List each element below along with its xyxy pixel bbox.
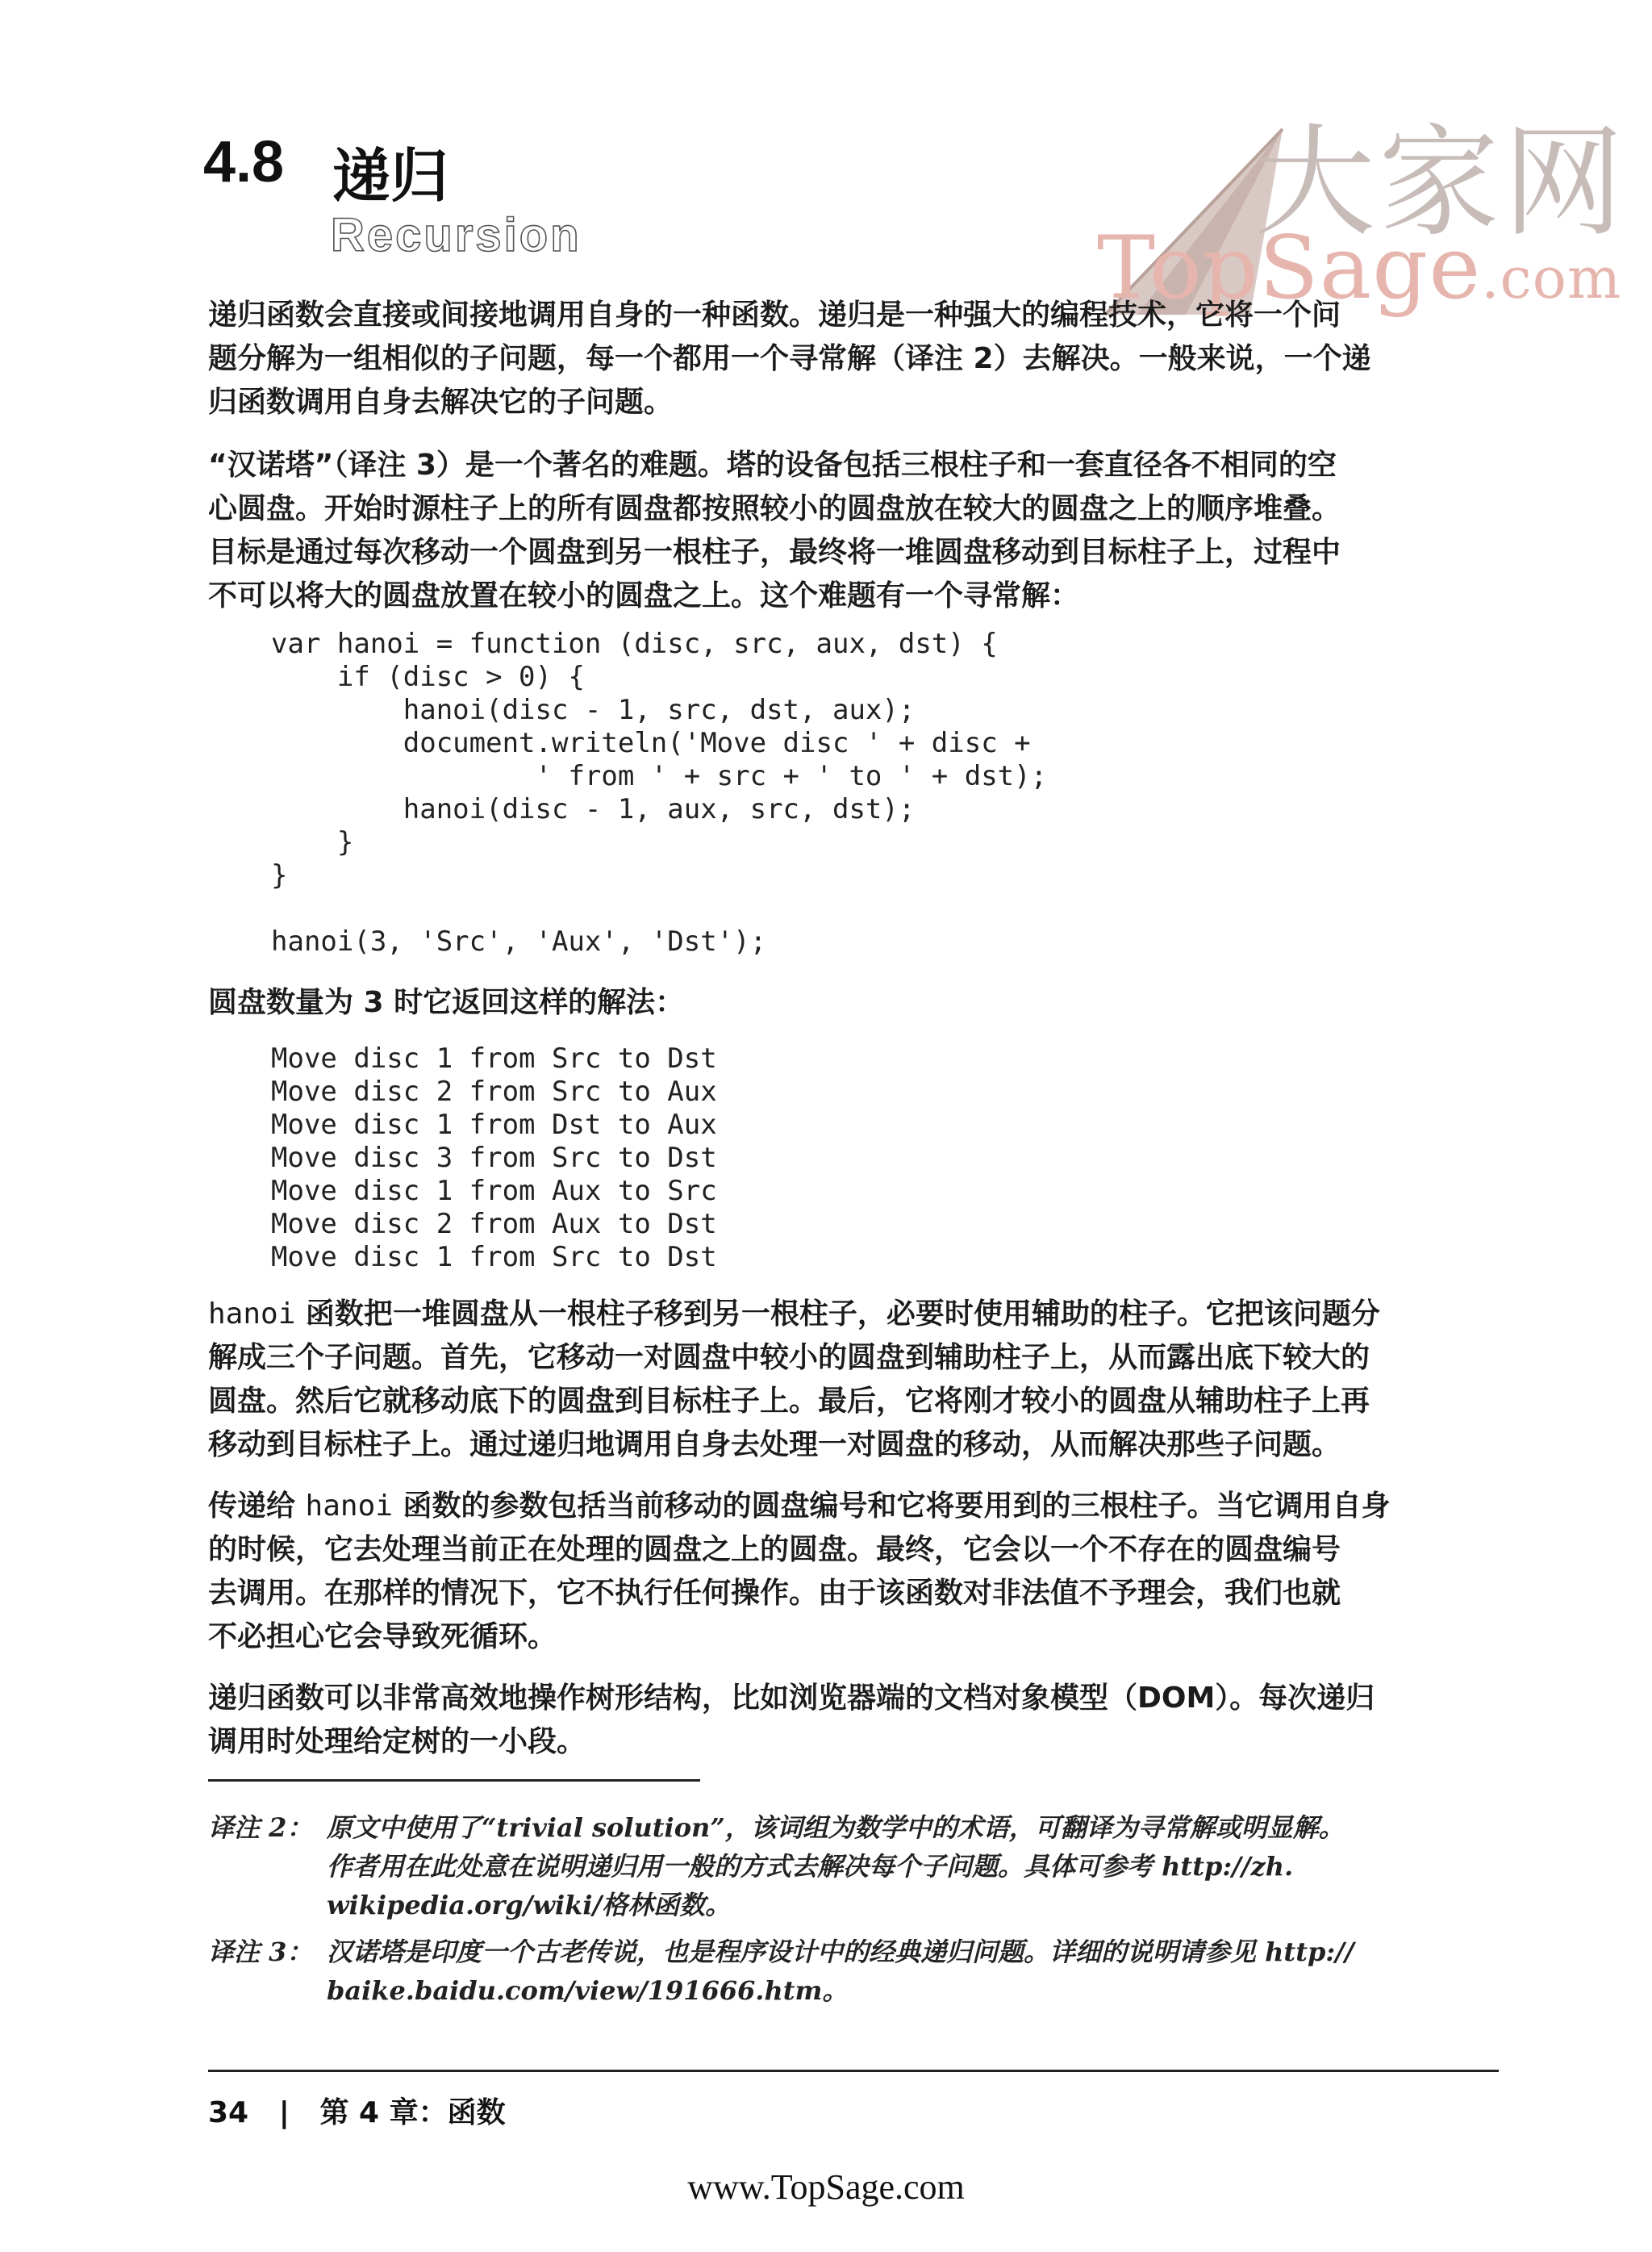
code-line: hanoi(disc - 1, aux, src, dst); [271,793,916,825]
output-line: Move disc 1 from Src to Dst [271,1042,717,1075]
paragraph-line: 题分解为一组相似的子问题，每一个都用一个寻常解（译注 2）去解决。一般来说，一个递 [208,342,1371,375]
footer-separator: | [278,2096,290,2129]
paragraph-line: 调用时处理给定树的一小段。 [208,1725,586,1758]
footnote-line: 原文中使用了“trivial solution”，该词组为数学中的术语，可翻译为寻常解或明显解。 [327,1812,1345,1843]
inline-code: hanoi [305,1489,393,1523]
paragraph-line: 不必担心它会导致死循环。 [208,1620,557,1653]
code-line: var hanoi = function (disc, src, aux, dst) { [271,628,998,660]
paragraph-line: 归函数调用自身去解决它的子问题。 [208,386,674,419]
bottom-url: www.TopSage.com [687,2167,965,2207]
paragraph-line: 的时候，它去处理当前正在处理的圆盘之上的圆盘。最终，它会以一个不存在的圆盘编号 [208,1533,1341,1566]
output-line: Move disc 2 from Aux to Dst [271,1208,717,1240]
footnote-line: 作者用在此处意在说明递归用一般的方式去解决每个子问题。具体可参考 http://zh. [327,1851,1294,1882]
paragraph-text: 函数把一堆圆盘从一根柱子移到另一根柱子，必要时使用辅助的柱子。它把该问题分 [295,1297,1380,1331]
code-line: hanoi(disc - 1, src, dst, aux); [271,694,916,726]
code-line: document.writeln('Move disc ' + disc + [271,727,1031,759]
paragraph-line [208,1483,1390,1524]
output-line: Move disc 2 from Src to Aux [271,1076,717,1108]
chapter-title: 第 4 章：函数 [319,2096,506,2129]
footnote-line: wikipedia.org/wiki/格林函数。 [327,1890,732,1920]
page-footer [208,2090,506,2131]
footnote-label: 译注 2： [208,1812,313,1843]
paragraph-text: 传递给 [208,1489,306,1523]
footnote-line: baike.baidu.com/view/191666.htm。 [327,1975,849,2006]
code-line: if (disc > 0) { [271,661,585,693]
paragraph-text: 函数的参数包括当前移动的圆盘编号和它将要用到的三根柱子。当它调用自身 [392,1489,1391,1523]
inline-code: hanoi [208,1297,296,1331]
footnote-label: 译注 3： [208,1937,313,1967]
paragraph-line: 递归函数可以非常高效地操作树形结构，比如浏览器端的文档对象模型（DOM）。每次递归 [208,1682,1375,1715]
paragraph-line: “汉诺塔”（译注 3）是一个著名的难题。塔的设备包括三根柱子和一套直径各不相同的空 [208,449,1337,482]
watermark-en-main: TopSage [1097,218,1482,319]
paragraph-line: 递归函数会直接或间接地调用自身的一种函数。递归是一种强大的编程技术，它将一个问 [208,299,1341,332]
watermark-en-suffix: .com [1481,245,1622,311]
code-line: ' from ' + src + ' to ' + dst); [271,760,1048,792]
paragraph-line: 目标是通过每次移动一个圆盘到另一根柱子，最终将一堆圆盘移动到目标柱子上，过程中 [208,536,1341,569]
code-line: } [271,826,354,859]
code-line: hanoi(3, 'Src', 'Aux', 'Dst'); [271,925,767,958]
paragraph-line: 不可以将大的圆盘放置在较小的圆盘之上。这个难题有一个寻常解： [208,579,1080,612]
footer-divider [208,2070,1499,2072]
paragraph-line: 去调用。在那样的情况下，它不执行任何操作。由于该函数对非法值不予理会，我们也就 [208,1577,1341,1610]
code-line: } [271,859,288,892]
watermark-cn-text: 大家网 [1254,113,1628,253]
output-line: Move disc 1 from Aux to Src [271,1175,717,1207]
footnote-divider [208,1779,700,1782]
output-line: Move disc 1 from Src to Dst [271,1241,717,1273]
paragraph-line: 解成三个子问题。首先，它移动一对圆盘中较小的圆盘到辅助柱子上，从而露出底下较大的 [208,1341,1370,1374]
paragraph-line: 圆盘数量为 3 时它返回这样的解法： [208,986,685,1019]
page-number: 34 [208,2096,249,2129]
output-line: Move disc 3 from Src to Dst [271,1142,717,1174]
section-subtitle: Recursion [331,209,582,261]
output-line: Move disc 1 from Dst to Aux [271,1109,717,1141]
section-number: 4.8 [203,130,285,194]
paragraph-line: 圆盘。然后它就移动底下的圆盘到目标柱子上。最后，它将刚才较小的圆盘从辅助柱子上再 [208,1385,1370,1418]
paragraph-line: 心圆盘。开始时源柱子上的所有圆盘都按照较小的圆盘放在较大的圆盘之上的顺序堆叠。 [208,492,1341,525]
footnote-line: 汉诺塔是印度一个古老传说，也是程序设计中的经典递归问题。详细的说明请参见 http:// [327,1937,1354,1967]
paragraph-line [208,1291,1380,1332]
paragraph-line: 移动到目标柱子上。通过递归地调用自身去处理一对圆盘的移动，从而解决那些子问题。 [208,1428,1341,1461]
section-title: 递归 [332,142,449,210]
